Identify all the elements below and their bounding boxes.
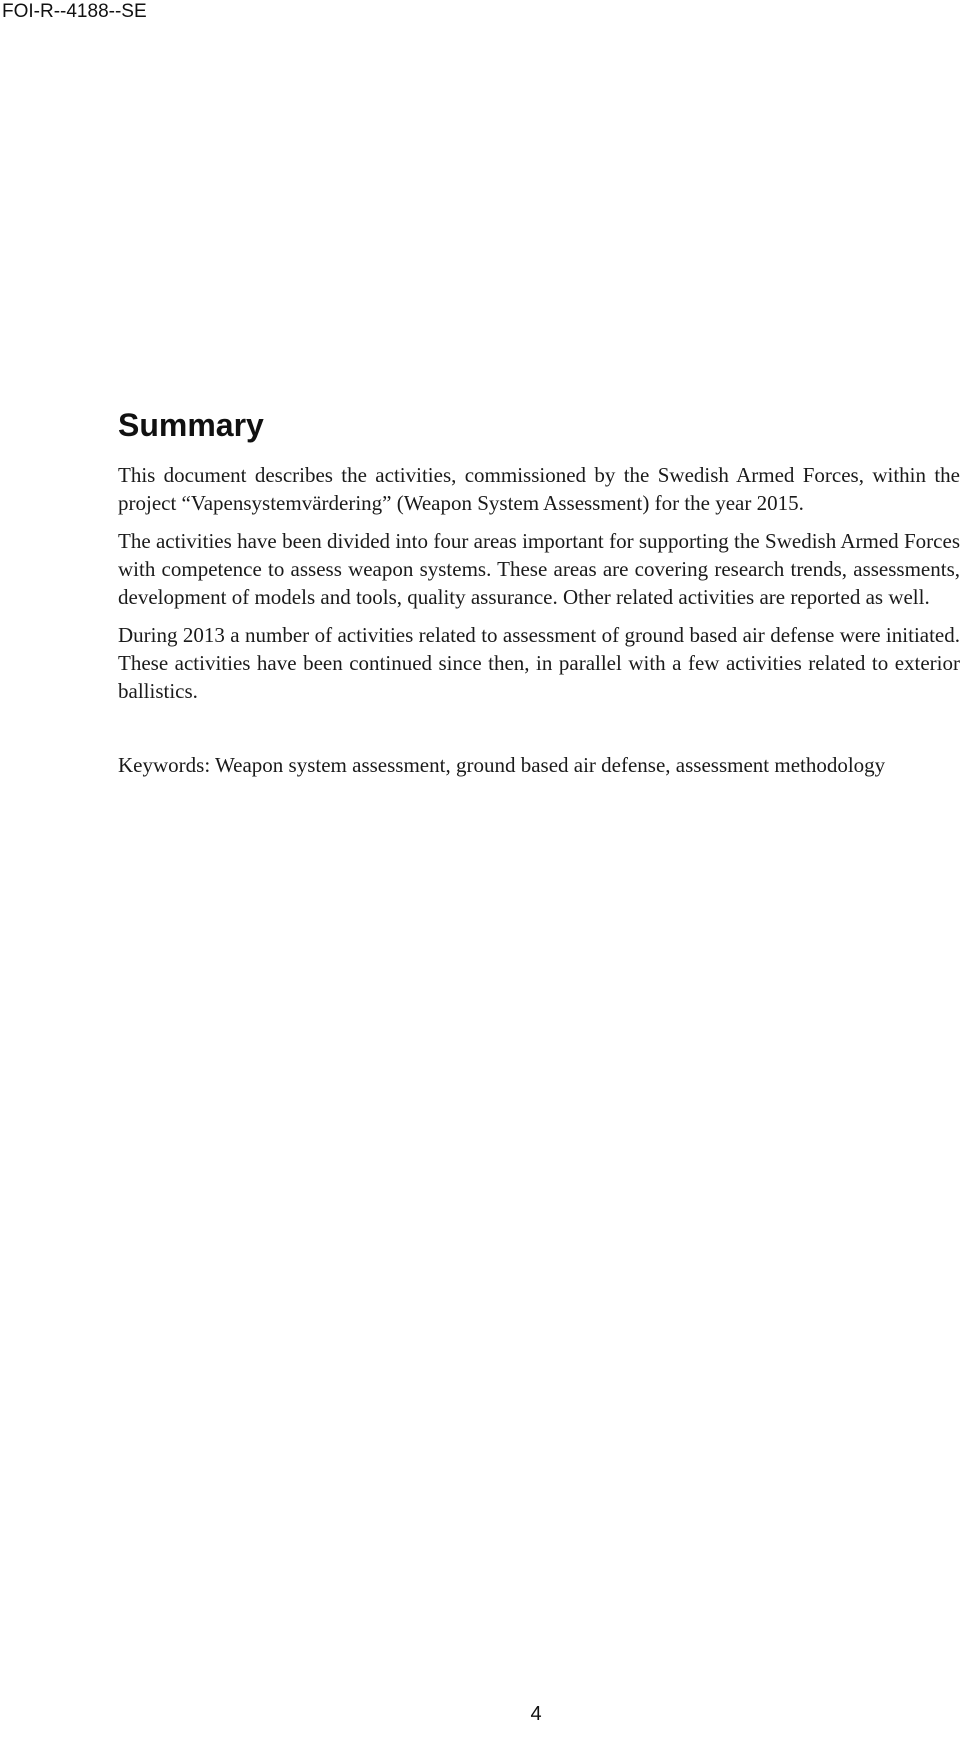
page-number: 4 xyxy=(530,1703,542,1725)
keywords: Keywords: Weapon system assessment, ground based air defense, assessment methodology xyxy=(118,753,886,777)
summary-heading: Summary xyxy=(118,407,264,443)
summary-section xyxy=(118,405,960,789)
summary-paragraph-3: During 2013 a number of activities related to assessment of ground based air defense were initiated. These activities have been continued since then, in parallel with a few activities related to exterior ballistics. xyxy=(118,623,960,703)
summary-paragraph-1: This document describes the activities, commissioned by the Swedish Armed Forces, within the project “Vapensystemvärdering” (Weapon System Assessment) for the year 2015. xyxy=(118,463,960,515)
report-id: FOI-R--4188--SE xyxy=(2,1,147,22)
summary-paragraph-2: The activities have been divided into four areas important for supporting the Swedish Armed Forces with competence to assess weapon systems. These areas are covering research trends, assessments, development of models and tools, quality assurance. Other related activities are reported as well. xyxy=(118,529,960,609)
